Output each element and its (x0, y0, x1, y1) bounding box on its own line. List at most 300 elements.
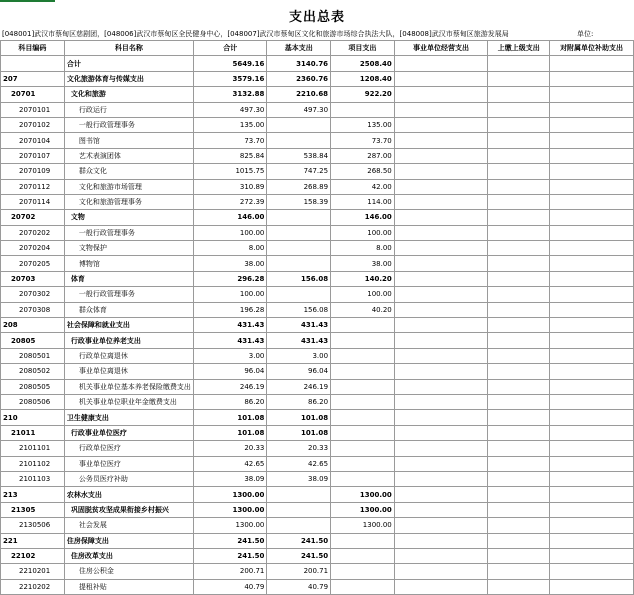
cell-name[interactable]: 社会保障和就业支出 (64, 318, 193, 333)
cell-name[interactable]: 行政运行 (64, 102, 193, 117)
cell-subsidy[interactable] (550, 225, 634, 240)
cell-name[interactable]: 公务员医疗补助 (64, 471, 193, 486)
cell-code[interactable]: 2070109 (1, 164, 65, 179)
cell-name[interactable]: 农林水支出 (64, 487, 193, 502)
cell-enterprise[interactable] (394, 102, 488, 117)
cell-subsidy[interactable] (550, 333, 634, 348)
cell-enterprise[interactable] (394, 564, 488, 579)
cell-project[interactable]: 1300.00 (331, 502, 395, 517)
cell-project[interactable] (331, 471, 395, 486)
cell-project[interactable]: 146.00 (331, 210, 395, 225)
col-header-code[interactable]: 科目编码 (1, 41, 65, 56)
cell-code[interactable]: 20702 (1, 210, 65, 225)
cell-upper[interactable] (488, 364, 550, 379)
cell-subsidy[interactable] (550, 287, 634, 302)
cell-upper[interactable] (488, 287, 550, 302)
cell-total[interactable]: 73.70 (193, 133, 267, 148)
cell-basic[interactable]: 2210.68 (267, 87, 331, 102)
cell-code[interactable]: 2080502 (1, 364, 65, 379)
cell-subsidy[interactable] (550, 133, 634, 148)
cell-name[interactable]: 卫生健康支出 (64, 410, 193, 425)
cell-total[interactable]: 1015.75 (193, 164, 267, 179)
cell-total[interactable]: 38.00 (193, 256, 267, 271)
cell-code[interactable]: 2101103 (1, 471, 65, 486)
col-header-basic[interactable]: 基本支出 (267, 41, 331, 56)
cell-basic[interactable]: 497.30 (267, 102, 331, 117)
cell-code[interactable]: 2070107 (1, 148, 65, 163)
cell-name[interactable]: 一般行政管理事务 (64, 117, 193, 132)
cell-total[interactable]: 200.71 (193, 564, 267, 579)
cell-basic[interactable] (267, 287, 331, 302)
cell-basic[interactable]: 86.20 (267, 394, 331, 409)
cell-name[interactable]: 行政单位医疗 (64, 441, 193, 456)
cell-basic[interactable]: 156.08 (267, 302, 331, 317)
cell-enterprise[interactable] (394, 348, 488, 363)
cell-basic[interactable]: 38.09 (267, 471, 331, 486)
cell-basic[interactable]: 241.50 (267, 548, 331, 563)
cell-project[interactable]: 73.70 (331, 133, 395, 148)
cell-name[interactable]: 住房保障支出 (64, 533, 193, 548)
cell-basic[interactable]: 747.25 (267, 164, 331, 179)
cell-total[interactable]: 1300.00 (193, 518, 267, 533)
cell-enterprise[interactable] (394, 502, 488, 517)
cell-code[interactable]: 2070102 (1, 117, 65, 132)
cell-enterprise[interactable] (394, 548, 488, 563)
cell-basic[interactable] (267, 133, 331, 148)
cell-subsidy[interactable] (550, 425, 634, 440)
cell-enterprise[interactable] (394, 441, 488, 456)
cell-project[interactable] (331, 425, 395, 440)
cell-code[interactable]: 2080505 (1, 379, 65, 394)
cell-total[interactable]: 3579.16 (193, 71, 267, 86)
cell-subsidy[interactable] (550, 148, 634, 163)
cell-total[interactable]: 42.65 (193, 456, 267, 471)
cell-code[interactable]: 2080506 (1, 394, 65, 409)
cell-subsidy[interactable] (550, 302, 634, 317)
cell-code[interactable]: 2070308 (1, 302, 65, 317)
cell-name[interactable]: 文物保护 (64, 241, 193, 256)
cell-upper[interactable] (488, 441, 550, 456)
cell-project[interactable]: 140.20 (331, 271, 395, 286)
cell-name[interactable]: 博物馆 (64, 256, 193, 271)
cell-total[interactable]: 100.00 (193, 287, 267, 302)
cell-project[interactable] (331, 564, 395, 579)
cell-code[interactable]: 2101101 (1, 441, 65, 456)
cell-basic[interactable]: 431.43 (267, 318, 331, 333)
cell-upper[interactable] (488, 133, 550, 148)
cell-total[interactable]: 431.43 (193, 333, 267, 348)
cell-name[interactable]: 文化和旅游管理事务 (64, 194, 193, 209)
cell-upper[interactable] (488, 410, 550, 425)
col-header-upper[interactable]: 上缴上级支出 (488, 41, 550, 56)
cell-enterprise[interactable] (394, 518, 488, 533)
cell-subsidy[interactable] (550, 102, 634, 117)
cell-upper[interactable] (488, 348, 550, 363)
cell-code[interactable]: 208 (1, 318, 65, 333)
table-row (1, 164, 634, 179)
cell-code[interactable]: 20703 (1, 271, 65, 286)
cell-enterprise[interactable] (394, 241, 488, 256)
cell-upper[interactable] (488, 302, 550, 317)
cell-basic[interactable] (267, 117, 331, 132)
cell-code[interactable]: 2210201 (1, 564, 65, 579)
cell-subsidy[interactable] (550, 241, 634, 256)
cell-total[interactable]: 1300.00 (193, 487, 267, 502)
cell-upper[interactable] (488, 487, 550, 502)
cell-project[interactable]: 287.00 (331, 148, 395, 163)
cell-subsidy[interactable] (550, 379, 634, 394)
cell-project[interactable] (331, 364, 395, 379)
cell-code[interactable]: 2070205 (1, 256, 65, 271)
cell-enterprise[interactable] (394, 164, 488, 179)
cell-enterprise[interactable] (394, 394, 488, 409)
cell-project[interactable] (331, 441, 395, 456)
cell-basic[interactable]: 42.65 (267, 456, 331, 471)
cell-name[interactable]: 机关事业单位职业年金缴费支出 (64, 394, 193, 409)
cell-project[interactable]: 8.00 (331, 241, 395, 256)
cell-enterprise[interactable] (394, 456, 488, 471)
cell-basic[interactable] (267, 225, 331, 240)
cell-project[interactable] (331, 456, 395, 471)
cell-total[interactable]: 497.30 (193, 102, 267, 117)
col-header-subsidy[interactable]: 对附属单位补助支出 (550, 41, 634, 56)
cell-name[interactable]: 行政事业单位医疗 (64, 425, 193, 440)
cell-name[interactable]: 合计 (64, 56, 193, 71)
cell-code[interactable]: 2070104 (1, 133, 65, 148)
cell-upper[interactable] (488, 148, 550, 163)
cell-total[interactable]: 431.43 (193, 318, 267, 333)
cell-project[interactable] (331, 548, 395, 563)
cell-name[interactable]: 行政事业单位养老支出 (64, 333, 193, 348)
cell-project[interactable] (331, 379, 395, 394)
cell-enterprise[interactable] (394, 302, 488, 317)
cell-upper[interactable] (488, 271, 550, 286)
cell-project[interactable] (331, 579, 395, 594)
cell-subsidy[interactable] (550, 87, 634, 102)
cell-upper[interactable] (488, 117, 550, 132)
cell-enterprise[interactable] (394, 56, 488, 71)
cell-code[interactable]: 21305 (1, 502, 65, 517)
cell-enterprise[interactable] (394, 487, 488, 502)
cell-subsidy[interactable] (550, 56, 634, 71)
cell-name[interactable]: 行政单位离退休 (64, 348, 193, 363)
cell-project[interactable]: 42.00 (331, 179, 395, 194)
cell-subsidy[interactable] (550, 194, 634, 209)
cell-code[interactable] (1, 56, 65, 71)
cell-name[interactable]: 文化和旅游市场管理 (64, 179, 193, 194)
cell-basic[interactable]: 40.79 (267, 579, 331, 594)
cell-total[interactable]: 1300.00 (193, 502, 267, 517)
cell-name[interactable]: 群众文化 (64, 164, 193, 179)
cell-code[interactable]: 20805 (1, 333, 65, 348)
cell-basic[interactable]: 96.04 (267, 364, 331, 379)
cell-code[interactable]: 2210202 (1, 579, 65, 594)
cell-basic[interactable] (267, 241, 331, 256)
cell-basic[interactable]: 156.08 (267, 271, 331, 286)
col-header-name[interactable]: 科目名称 (64, 41, 193, 56)
cell-enterprise[interactable] (394, 133, 488, 148)
cell-name[interactable]: 艺术表演团体 (64, 148, 193, 163)
cell-total[interactable]: 135.00 (193, 117, 267, 132)
cell-name[interactable]: 文化和旅游 (64, 87, 193, 102)
cell-subsidy[interactable] (550, 71, 634, 86)
cell-name[interactable]: 群众体育 (64, 302, 193, 317)
cell-code[interactable]: 2070114 (1, 194, 65, 209)
cell-project[interactable]: 2508.40 (331, 56, 395, 71)
cell-upper[interactable] (488, 425, 550, 440)
cell-code[interactable]: 221 (1, 533, 65, 548)
cell-code[interactable]: 2070204 (1, 241, 65, 256)
cell-subsidy[interactable] (550, 533, 634, 548)
cell-code[interactable]: 2070112 (1, 179, 65, 194)
cell-name[interactable]: 图书馆 (64, 133, 193, 148)
cell-project[interactable]: 100.00 (331, 225, 395, 240)
cell-project[interactable]: 1300.00 (331, 518, 395, 533)
cell-enterprise[interactable] (394, 210, 488, 225)
col-header-total[interactable]: 合计 (193, 41, 267, 56)
cell-basic[interactable]: 101.08 (267, 425, 331, 440)
cell-project[interactable] (331, 102, 395, 117)
cell-name[interactable]: 一般行政管理事务 (64, 287, 193, 302)
cell-upper[interactable] (488, 471, 550, 486)
cell-enterprise[interactable] (394, 318, 488, 333)
cell-upper[interactable] (488, 102, 550, 117)
cell-total[interactable]: 296.28 (193, 271, 267, 286)
cell-project[interactable] (331, 410, 395, 425)
cell-upper[interactable] (488, 225, 550, 240)
header-row (1, 41, 634, 56)
cell-enterprise[interactable] (394, 87, 488, 102)
active-cell-indicator (0, 0, 55, 2)
cell-upper[interactable] (488, 318, 550, 333)
cell-basic[interactable] (267, 518, 331, 533)
cell-basic[interactable]: 20.33 (267, 441, 331, 456)
cell-basic[interactable]: 101.08 (267, 410, 331, 425)
cell-upper[interactable] (488, 194, 550, 209)
cell-project[interactable] (331, 394, 395, 409)
table-row (1, 287, 634, 302)
cell-basic[interactable]: 241.50 (267, 533, 331, 548)
cell-project[interactable]: 922.20 (331, 87, 395, 102)
cell-upper[interactable] (488, 502, 550, 517)
cell-code[interactable]: 2070302 (1, 287, 65, 302)
cell-project[interactable]: 1300.00 (331, 487, 395, 502)
cell-name[interactable]: 机关事业单位基本养老保险缴费支出 (64, 379, 193, 394)
cell-name[interactable]: 文物 (64, 210, 193, 225)
unit-names: [048001]武汉市蔡甸区慈剧团，[048006]武汉市蔡甸区全民健身中心，[048007]武汉市蔡甸区文化和旅游市场综合执法大队，[048008]武汉市蔡甸区旅游发展局 (2, 30, 509, 38)
cell-upper[interactable] (488, 210, 550, 225)
cell-upper[interactable] (488, 518, 550, 533)
cell-basic[interactable]: 3140.76 (267, 56, 331, 71)
cell-enterprise[interactable] (394, 333, 488, 348)
table-row (1, 425, 634, 440)
cell-subsidy[interactable] (550, 456, 634, 471)
cell-total[interactable]: 101.08 (193, 410, 267, 425)
cell-upper[interactable] (488, 533, 550, 548)
cell-enterprise[interactable] (394, 148, 488, 163)
cell-upper[interactable] (488, 256, 550, 271)
cell-name[interactable]: 住房公积金 (64, 564, 193, 579)
cell-enterprise[interactable] (394, 117, 488, 132)
cell-subsidy[interactable] (550, 271, 634, 286)
cell-project[interactable] (331, 533, 395, 548)
cell-subsidy[interactable] (550, 394, 634, 409)
cell-upper[interactable] (488, 56, 550, 71)
cell-code[interactable]: 2101102 (1, 456, 65, 471)
cell-basic[interactable]: 246.19 (267, 379, 331, 394)
cell-enterprise[interactable] (394, 71, 488, 86)
cell-enterprise[interactable] (394, 364, 488, 379)
cell-total[interactable]: 825.84 (193, 148, 267, 163)
cell-name[interactable]: 提租补贴 (64, 579, 193, 594)
cell-total[interactable]: 40.79 (193, 579, 267, 594)
cell-code[interactable]: 213 (1, 487, 65, 502)
cell-upper[interactable] (488, 241, 550, 256)
cell-enterprise[interactable] (394, 256, 488, 271)
cell-subsidy[interactable] (550, 579, 634, 594)
cell-enterprise[interactable] (394, 287, 488, 302)
cell-code[interactable]: 22102 (1, 548, 65, 563)
cell-enterprise[interactable] (394, 225, 488, 240)
cell-upper[interactable] (488, 87, 550, 102)
cell-basic[interactable]: 200.71 (267, 564, 331, 579)
cell-total[interactable]: 96.04 (193, 364, 267, 379)
cell-subsidy[interactable] (550, 502, 634, 517)
cell-total[interactable]: 196.28 (193, 302, 267, 317)
cell-total[interactable]: 101.08 (193, 425, 267, 440)
cell-code[interactable]: 20701 (1, 87, 65, 102)
cell-enterprise[interactable] (394, 194, 488, 209)
cell-total[interactable]: 8.00 (193, 241, 267, 256)
cell-name[interactable]: 事业单位医疗 (64, 456, 193, 471)
cell-upper[interactable] (488, 394, 550, 409)
cell-subsidy[interactable] (550, 548, 634, 563)
cell-name[interactable]: 住房改革支出 (64, 548, 193, 563)
cell-total[interactable]: 241.50 (193, 548, 267, 563)
cell-project[interactable] (331, 318, 395, 333)
cell-subsidy[interactable] (550, 117, 634, 132)
cell-enterprise[interactable] (394, 471, 488, 486)
cell-upper[interactable] (488, 579, 550, 594)
cell-subsidy[interactable] (550, 487, 634, 502)
cell-subsidy[interactable] (550, 210, 634, 225)
cell-upper[interactable] (488, 179, 550, 194)
cell-project[interactable] (331, 348, 395, 363)
cell-name[interactable]: 文化旅游体育与传媒支出 (64, 71, 193, 86)
cell-total[interactable]: 241.50 (193, 533, 267, 548)
col-header-enterprise[interactable]: 事业单位经营支出 (394, 41, 488, 56)
cell-upper[interactable] (488, 456, 550, 471)
cell-enterprise[interactable] (394, 410, 488, 425)
cell-subsidy[interactable] (550, 364, 634, 379)
table-row (1, 564, 634, 579)
cell-enterprise[interactable] (394, 179, 488, 194)
table-row (1, 579, 634, 594)
cell-basic[interactable] (267, 210, 331, 225)
cell-code[interactable]: 2080501 (1, 348, 65, 363)
cell-upper[interactable] (488, 164, 550, 179)
table-row (1, 148, 634, 163)
cell-project[interactable]: 1208.40 (331, 71, 395, 86)
cell-subsidy[interactable] (550, 441, 634, 456)
cell-subsidy[interactable] (550, 410, 634, 425)
cell-subsidy[interactable] (550, 564, 634, 579)
cell-subsidy[interactable] (550, 164, 634, 179)
cell-basic[interactable]: 268.89 (267, 179, 331, 194)
col-header-project[interactable]: 项目支出 (331, 41, 395, 56)
cell-code[interactable]: 2070202 (1, 225, 65, 240)
cell-total[interactable]: 272.39 (193, 194, 267, 209)
table-row (1, 194, 634, 209)
table-row (1, 179, 634, 194)
cell-name[interactable]: 事业单位离退休 (64, 364, 193, 379)
cell-total[interactable]: 3.00 (193, 348, 267, 363)
cell-basic[interactable] (267, 502, 331, 517)
cell-enterprise[interactable] (394, 533, 488, 548)
cell-code[interactable]: 207 (1, 71, 65, 86)
cell-upper[interactable] (488, 333, 550, 348)
cell-basic[interactable]: 158.39 (267, 194, 331, 209)
cell-total[interactable]: 246.19 (193, 379, 267, 394)
cell-subsidy[interactable] (550, 179, 634, 194)
cell-total[interactable]: 20.33 (193, 441, 267, 456)
cell-subsidy[interactable] (550, 348, 634, 363)
cell-code[interactable]: 21011 (1, 425, 65, 440)
cell-total[interactable]: 38.09 (193, 471, 267, 486)
cell-enterprise[interactable] (394, 425, 488, 440)
cell-enterprise[interactable] (394, 271, 488, 286)
cell-basic[interactable] (267, 256, 331, 271)
cell-name[interactable]: 巩固脱贫攻坚成果衔接乡村振兴 (64, 502, 193, 517)
cell-project[interactable]: 38.00 (331, 256, 395, 271)
cell-total[interactable]: 3132.88 (193, 87, 267, 102)
cell-basic[interactable]: 3.00 (267, 348, 331, 363)
cell-total[interactable]: 86.20 (193, 394, 267, 409)
cell-name[interactable]: 一般行政管理事务 (64, 225, 193, 240)
cell-enterprise[interactable] (394, 579, 488, 594)
cell-subsidy[interactable] (550, 471, 634, 486)
cell-enterprise[interactable] (394, 379, 488, 394)
cell-code[interactable]: 2130506 (1, 518, 65, 533)
cell-total[interactable]: 5649.16 (193, 56, 267, 71)
cell-code[interactable]: 210 (1, 410, 65, 425)
cell-total[interactable]: 310.89 (193, 179, 267, 194)
unit-label: 单位: (577, 30, 594, 38)
cell-subsidy[interactable] (550, 256, 634, 271)
cell-upper[interactable] (488, 71, 550, 86)
cell-subsidy[interactable] (550, 518, 634, 533)
cell-upper[interactable] (488, 548, 550, 563)
cell-project[interactable]: 114.00 (331, 194, 395, 209)
cell-project[interactable]: 135.00 (331, 117, 395, 132)
cell-subsidy[interactable] (550, 318, 634, 333)
cell-name[interactable]: 体育 (64, 271, 193, 286)
cell-basic[interactable]: 431.43 (267, 333, 331, 348)
cell-project[interactable]: 40.20 (331, 302, 395, 317)
cell-code[interactable]: 2070101 (1, 102, 65, 117)
cell-name[interactable]: 社会发展 (64, 518, 193, 533)
cell-basic[interactable] (267, 487, 331, 502)
cell-project[interactable]: 268.50 (331, 164, 395, 179)
cell-upper[interactable] (488, 379, 550, 394)
cell-upper[interactable] (488, 564, 550, 579)
cell-total[interactable]: 146.00 (193, 210, 267, 225)
cell-project[interactable]: 100.00 (331, 287, 395, 302)
cell-total[interactable]: 100.00 (193, 225, 267, 240)
cell-basic[interactable]: 538.84 (267, 148, 331, 163)
cell-basic[interactable]: 2360.76 (267, 71, 331, 86)
cell-project[interactable] (331, 333, 395, 348)
